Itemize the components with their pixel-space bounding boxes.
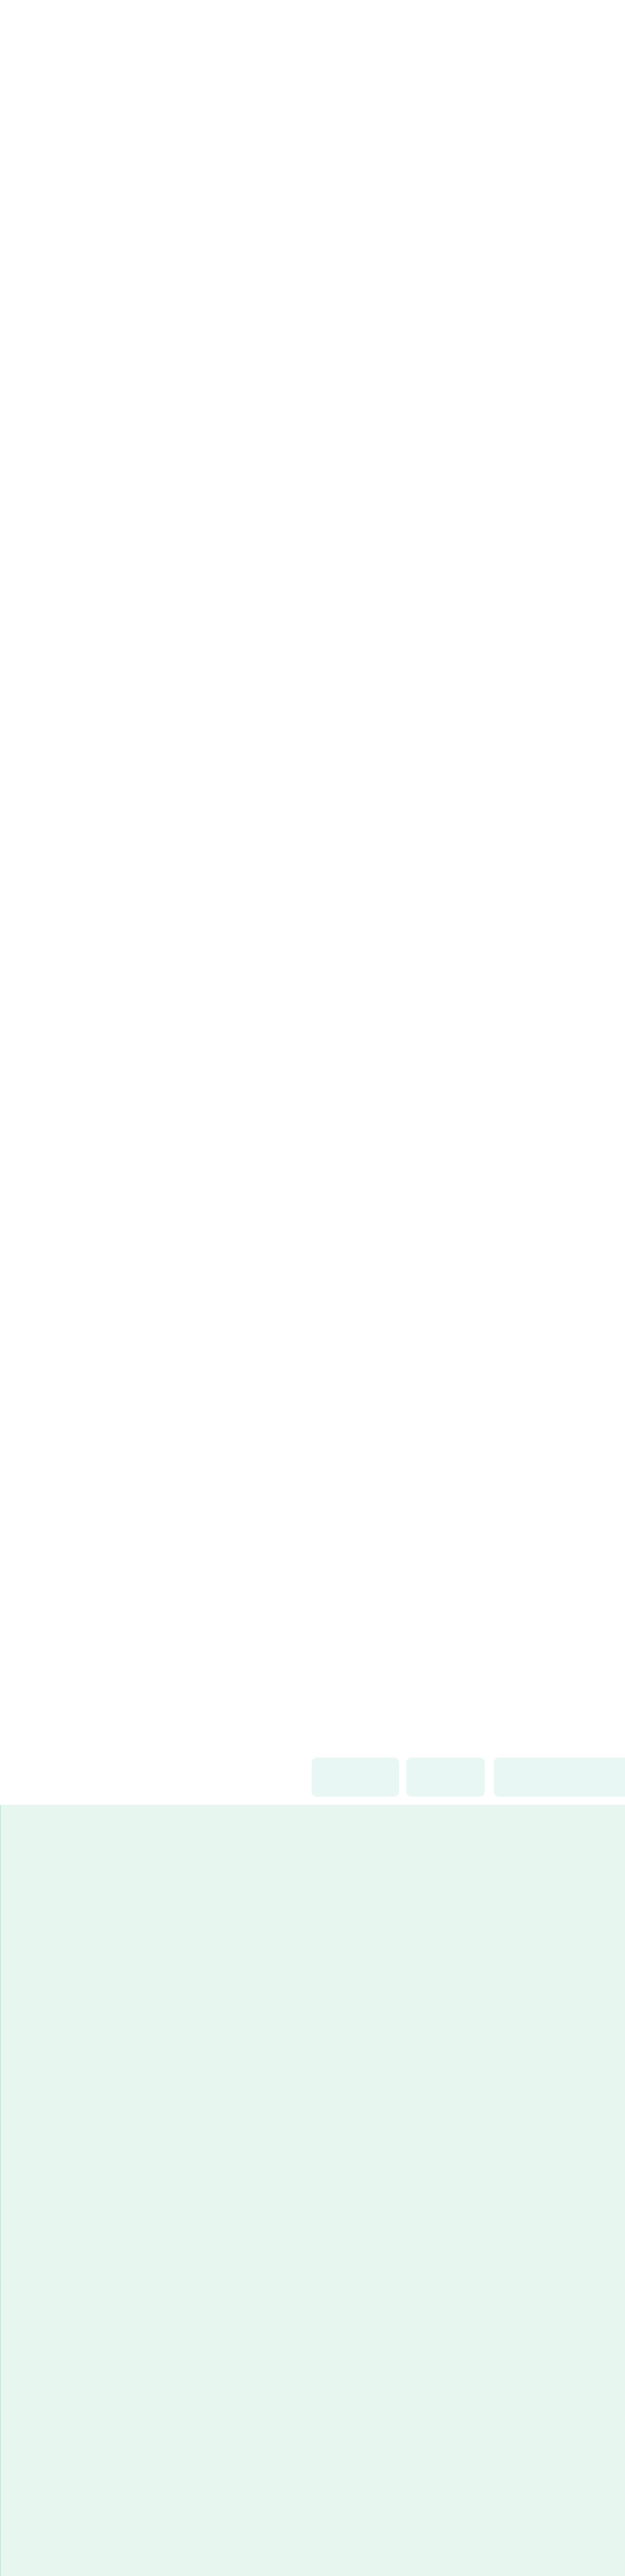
next-exercise-button[interactable]: [406, 1757, 485, 1797]
all-exercises-button[interactable]: [494, 1757, 625, 1797]
prev-exercise-button[interactable]: [312, 1757, 399, 1797]
answer-panel: [0, 1805, 625, 2576]
exercise-navigation-bar: [0, 1749, 625, 1805]
